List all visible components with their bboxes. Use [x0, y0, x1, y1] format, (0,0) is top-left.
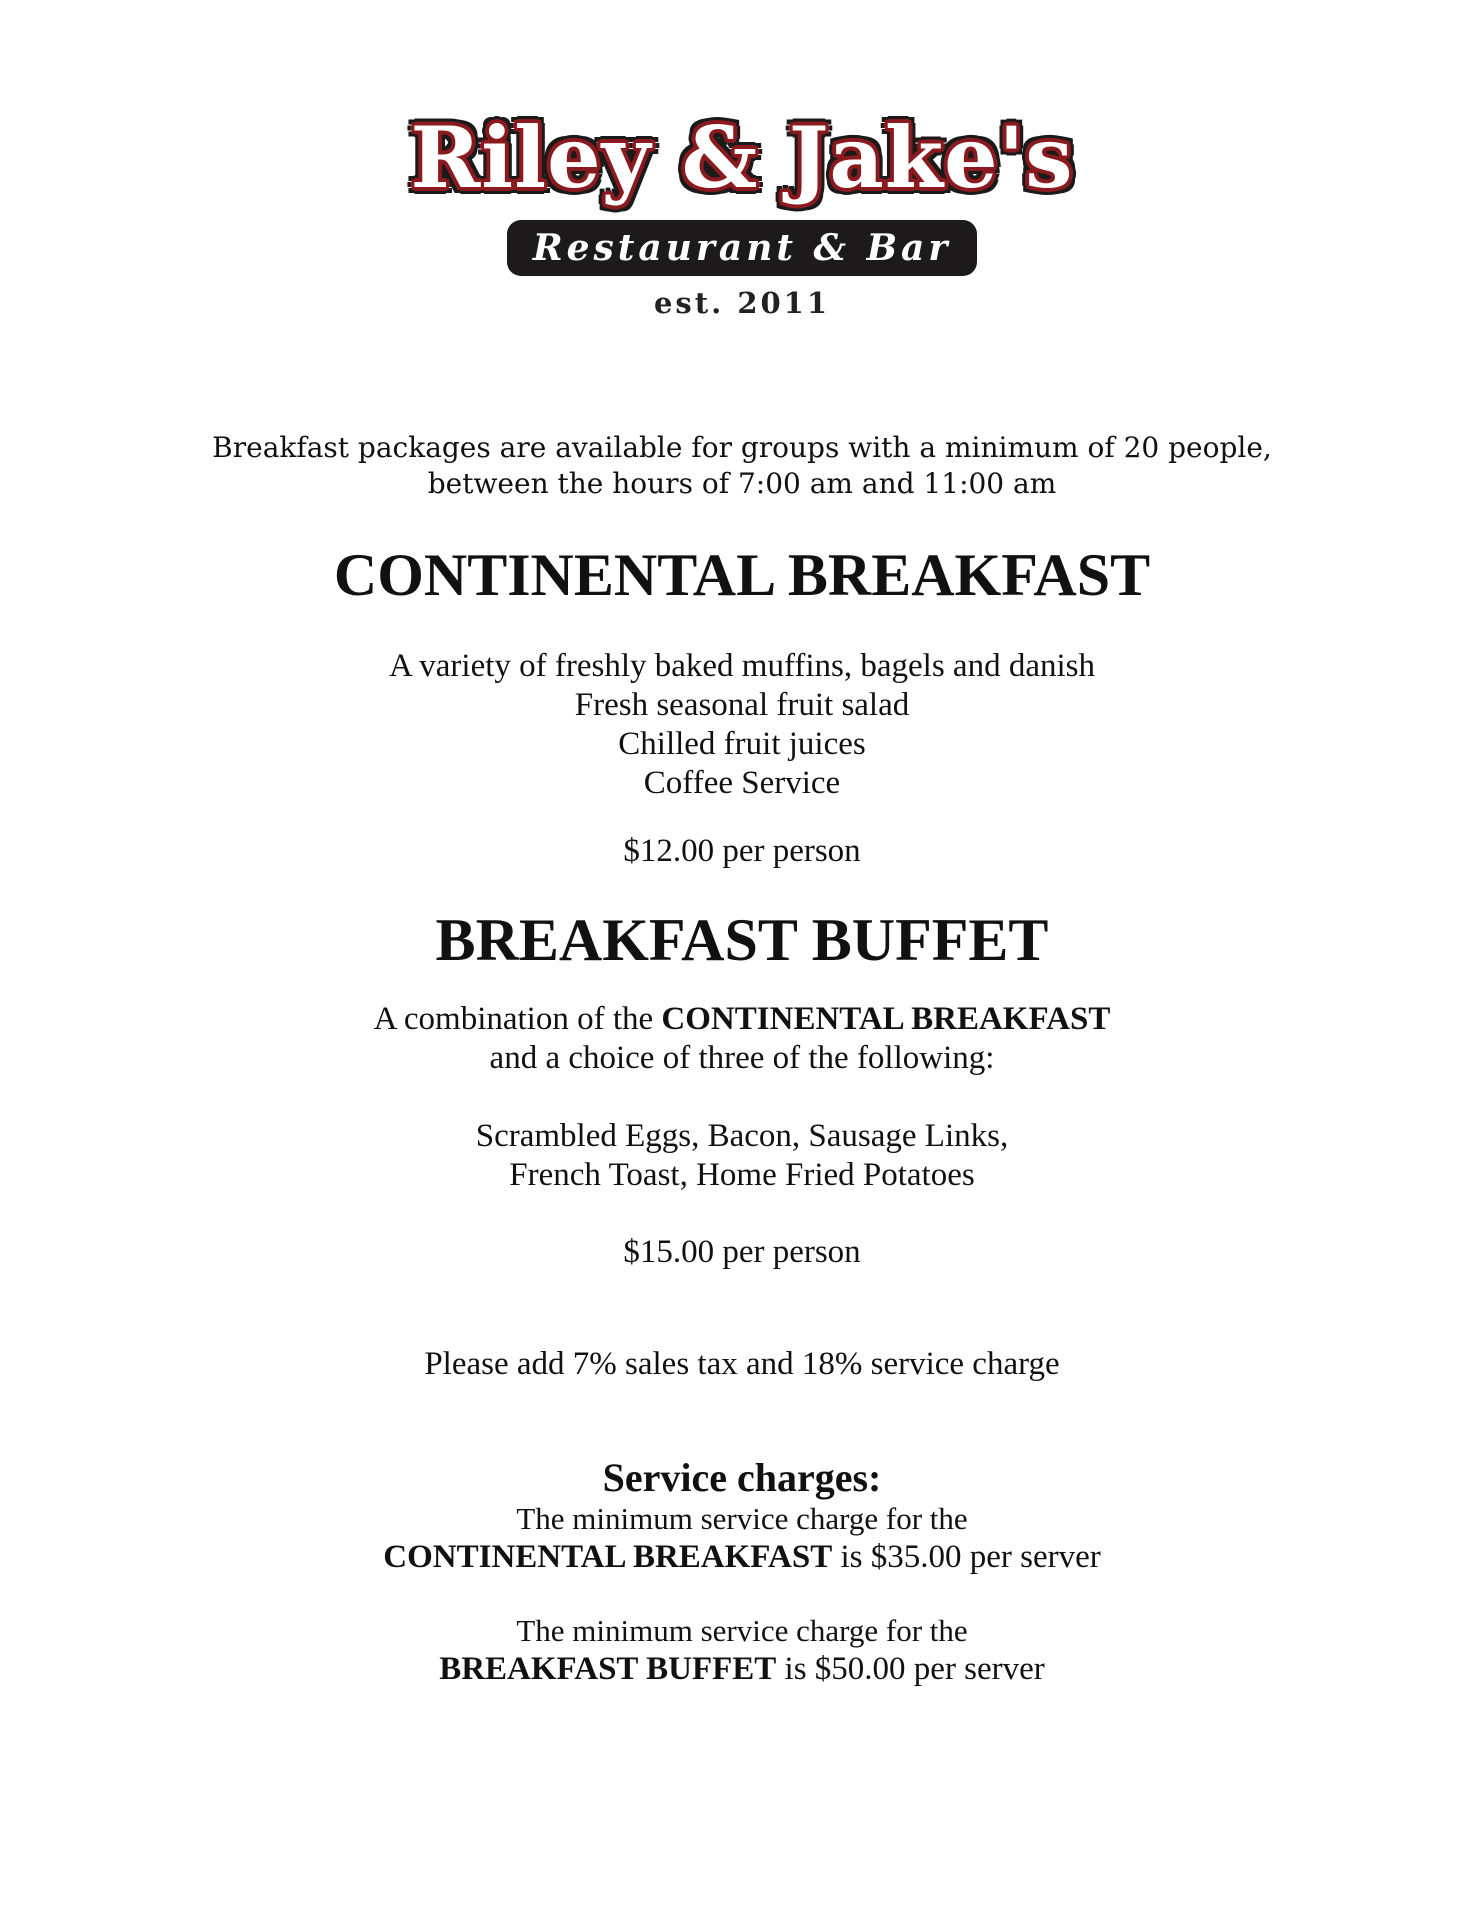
service-charges-title: Service charges: [602, 1455, 882, 1500]
buffet-options-line-2: French Toast, Home Fried Potatoes [509, 1157, 975, 1193]
continental-item: Coffee Service [643, 765, 841, 801]
continental-item: Chilled fruit juices [618, 726, 866, 762]
intro-text [0, 430, 1484, 502]
continental-price: $12.00 per person [623, 833, 861, 869]
service-buffet-bold: BREAKFAST BUFFET [439, 1651, 777, 1687]
buffet-price: $15.00 per person [623, 1234, 861, 1270]
buffet-desc-bold: CONTINENTAL BREAKFAST [661, 1001, 1111, 1037]
logo-name: Riley & Jake's [410, 108, 1074, 207]
service-charge-continental [0, 1500, 1484, 1576]
tax-note: Please add 7% sales tax and 18% service charge [424, 1346, 1060, 1382]
continental-title: CONTINENTAL BREAKFAST [333, 542, 1151, 608]
service-continental-suffix: is $35.00 per server [832, 1539, 1101, 1575]
buffet-desc-prefix: A combination of the [373, 1001, 662, 1037]
service-charge-buffet [0, 1612, 1484, 1688]
service-buffet-line-1: The minimum service charge for the [516, 1613, 968, 1648]
buffet-description [0, 1000, 1484, 1078]
buffet-options-line-1: Scrambled Eggs, Bacon, Sausage Links, [475, 1118, 1009, 1154]
buffet-desc-line-2: and a choice of three of the following: [489, 1040, 995, 1076]
intro-line-1: Breakfast packages are available for groups with a minimum of 20 people, [212, 431, 1272, 464]
continental-item: Fresh seasonal fruit salad [574, 687, 910, 723]
logo-subtitle-bar: Restaurant & Bar [507, 220, 977, 276]
buffet-options [0, 1117, 1484, 1195]
service-buffet-suffix: is $50.00 per server [776, 1651, 1045, 1687]
buffet-title: BREAKFAST BUFFET [435, 907, 1049, 973]
continental-item: A variety of freshly baked muffins, bagels and danish [389, 648, 1095, 684]
service-continental-line-1: The minimum service charge for the [516, 1501, 968, 1536]
intro-line-2: between the hours of 7:00 am and 11:00 am [427, 467, 1057, 500]
service-continental-bold: CONTINENTAL BREAKFAST [383, 1539, 833, 1575]
continental-items [0, 647, 1484, 803]
service-continental-line-2 [0, 1538, 1484, 1576]
buffet-desc-line-1 [0, 1000, 1484, 1039]
restaurant-logo [0, 110, 1484, 320]
logo-established: est. 2011 [653, 286, 831, 320]
service-buffet-line-2 [0, 1650, 1484, 1688]
